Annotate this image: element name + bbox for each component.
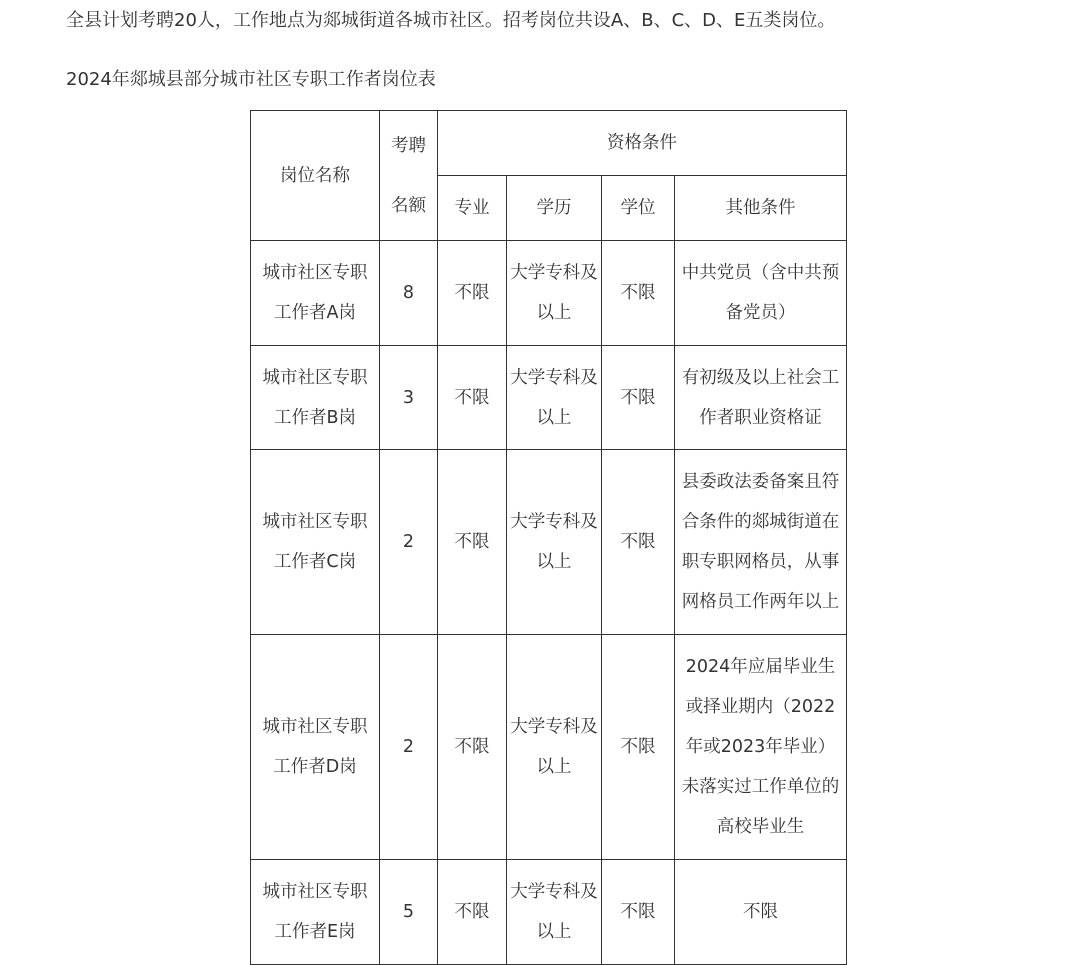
table-row [251, 346, 847, 450]
header-quota-line1: 考聘 [391, 135, 426, 156]
cell-education: 大学专科及以上 [507, 860, 602, 965]
cell-other: 中共党员（含中共预备党员） [675, 241, 847, 346]
header-quota [380, 111, 438, 241]
header-quota-line2: 名额 [391, 195, 426, 216]
cell-other: 有初级及以上社会工作者职业资格证 [675, 346, 847, 450]
cell-degree: 不限 [602, 860, 675, 965]
positions-table [250, 110, 847, 965]
cell-quota: 3 [380, 346, 438, 450]
cell-quota: 5 [380, 860, 438, 965]
header-post-name: 岗位名称 [251, 111, 380, 241]
cell-post-name: 城市社区专职工作者E岗 [251, 860, 380, 965]
cell-post-name: 城市社区专职工作者D岗 [251, 635, 380, 860]
cell-education: 大学专科及以上 [507, 241, 602, 346]
cell-quota: 8 [380, 241, 438, 346]
header-major: 专业 [438, 176, 507, 241]
cell-other: 2024年应届毕业生或择业期内（2022年或2023年毕业）未落实过工作单位的高校毕业生 [675, 635, 847, 860]
cell-quota: 2 [380, 450, 438, 635]
cell-major: 不限 [438, 450, 507, 635]
cell-major: 不限 [438, 860, 507, 965]
cell-education: 大学专科及以上 [507, 450, 602, 635]
table-title: 2024年郯城县部分城市社区专职工作者岗位表 [66, 69, 436, 90]
cell-major: 不限 [438, 241, 507, 346]
cell-degree: 不限 [602, 450, 675, 635]
cell-post-name: 城市社区专职工作者A岗 [251, 241, 380, 346]
cell-post-name: 城市社区专职工作者C岗 [251, 450, 380, 635]
cell-other: 不限 [675, 860, 847, 965]
cell-degree: 不限 [602, 346, 675, 450]
table-row [251, 241, 847, 346]
cell-post-name: 城市社区专职工作者B岗 [251, 346, 380, 450]
table-row [251, 635, 847, 860]
header-other: 其他条件 [675, 176, 847, 241]
header-qualifications: 资格条件 [438, 111, 847, 176]
header-education: 学历 [507, 176, 602, 241]
cell-education: 大学专科及以上 [507, 635, 602, 860]
cell-degree: 不限 [602, 635, 675, 860]
cell-quota: 2 [380, 635, 438, 860]
intro-paragraph: 全县计划考聘20人，工作地点为郯城街道各城市社区。招考岗位共设A、B、C、D、E五类岗位。 [66, 10, 836, 31]
cell-major: 不限 [438, 346, 507, 450]
cell-major: 不限 [438, 635, 507, 860]
cell-degree: 不限 [602, 241, 675, 346]
header-row-top [251, 111, 847, 176]
table-row [251, 860, 847, 965]
table-row [251, 450, 847, 635]
cell-education: 大学专科及以上 [507, 346, 602, 450]
header-degree: 学位 [602, 176, 675, 241]
cell-other: 县委政法委备案且符合条件的郯城街道在职专职网格员，从事网格员工作两年以上 [675, 450, 847, 635]
